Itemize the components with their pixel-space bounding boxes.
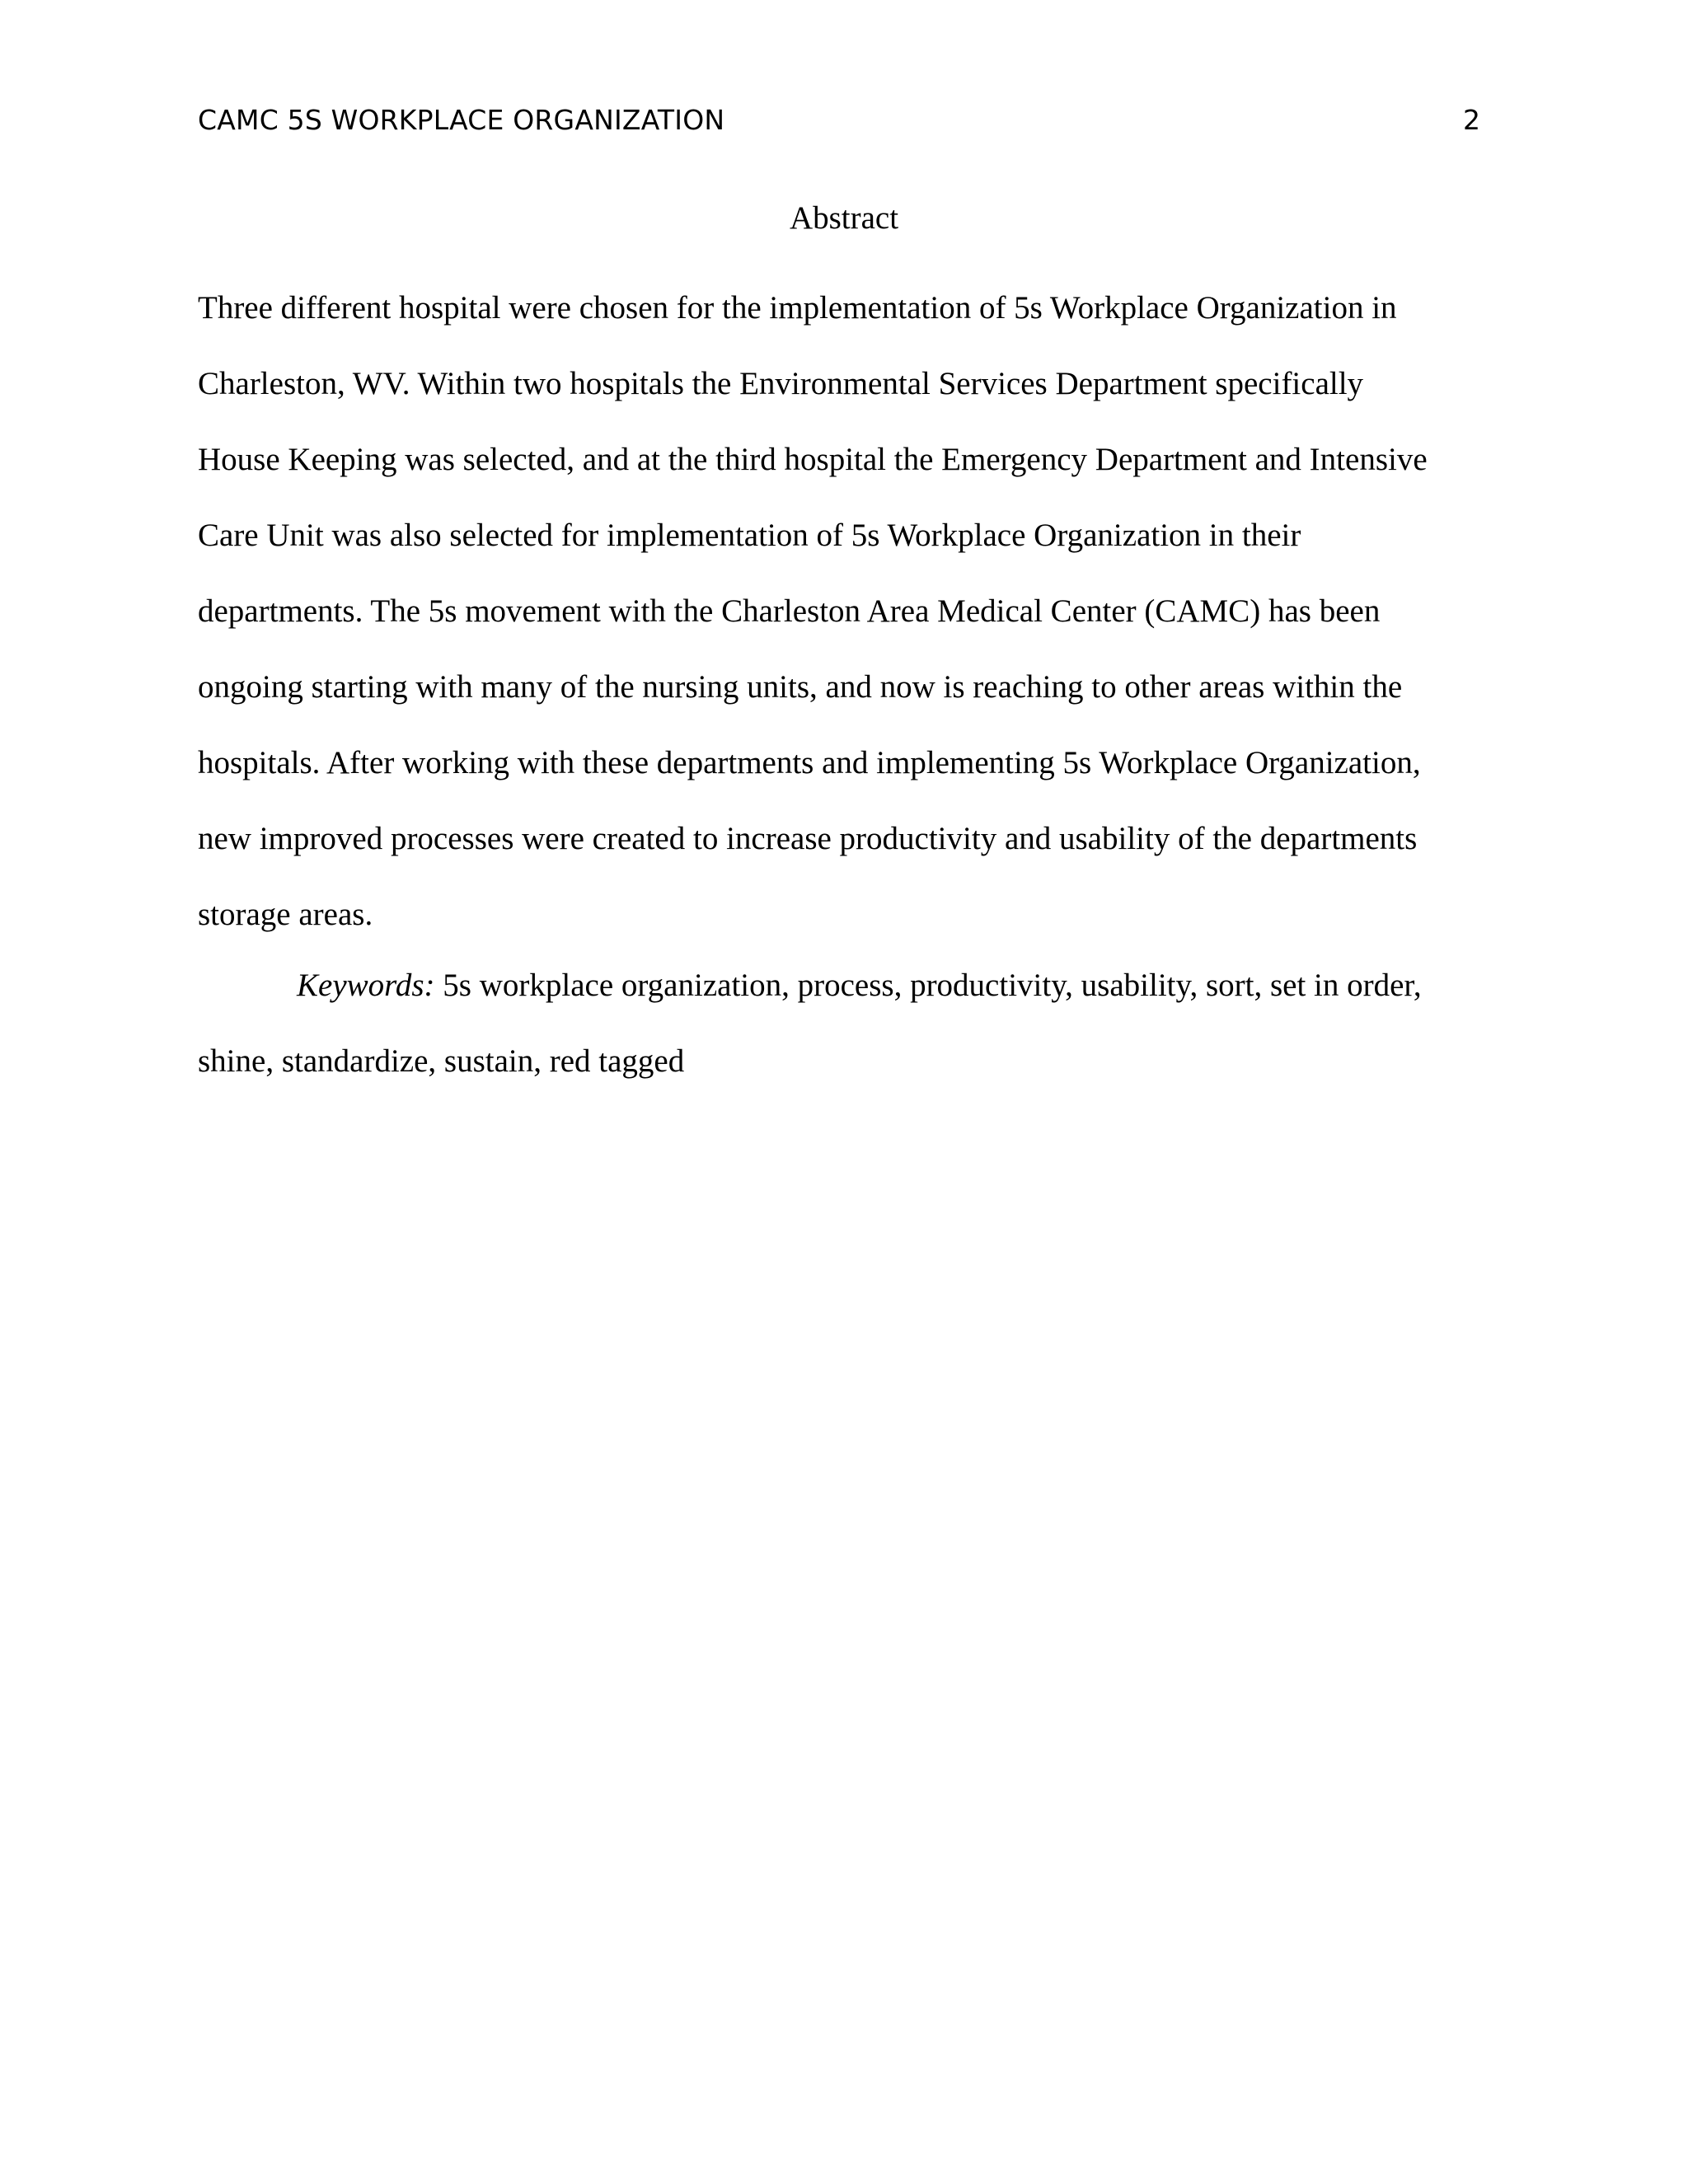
keywords-line-continued: shine, standardize, sustain, red tagged (198, 1043, 685, 1079)
abstract-line: House Keeping was selected, and at the third hospital the Emergency Department and Intensive (198, 442, 1428, 477)
keywords-label: Keywords: (297, 968, 435, 1003)
abstract-line: departments. The 5s movement with the Charleston Area Medical Center (CAMC) has been (198, 593, 1381, 629)
running-head: CAMC 5S WORKPLACE ORGANIZATION (198, 104, 725, 136)
abstract-line: Charleston, WV. Within two hospitals the Environmental Services Department specifically (198, 366, 1364, 401)
abstract-title: Abstract (789, 200, 899, 236)
keywords-line (198, 948, 1500, 1024)
page-number: 2 (1463, 104, 1480, 136)
abstract-line: ongoing starting with many of the nursing units, and now is reaching to other areas within the (198, 669, 1403, 705)
abstract-line: hospitals. After working with these departments and implementing 5s Workplace Organization, (198, 745, 1421, 780)
abstract-line: Three different hospital were chosen for the implementation of 5s Workplace Organization in (198, 290, 1397, 326)
abstract-line: new improved processes were created to increase productivity and usability of the departments (198, 821, 1418, 856)
abstract-line: storage areas. (198, 897, 373, 932)
abstract-body (198, 270, 1500, 953)
abstract-line: Care Unit was also selected for implementation of 5s Workplace Organization in their (198, 518, 1301, 553)
keywords-list: 5s workplace organization, process, productivity, usability, sort, set in order, (443, 968, 1422, 1003)
keywords-paragraph (198, 948, 1500, 1099)
